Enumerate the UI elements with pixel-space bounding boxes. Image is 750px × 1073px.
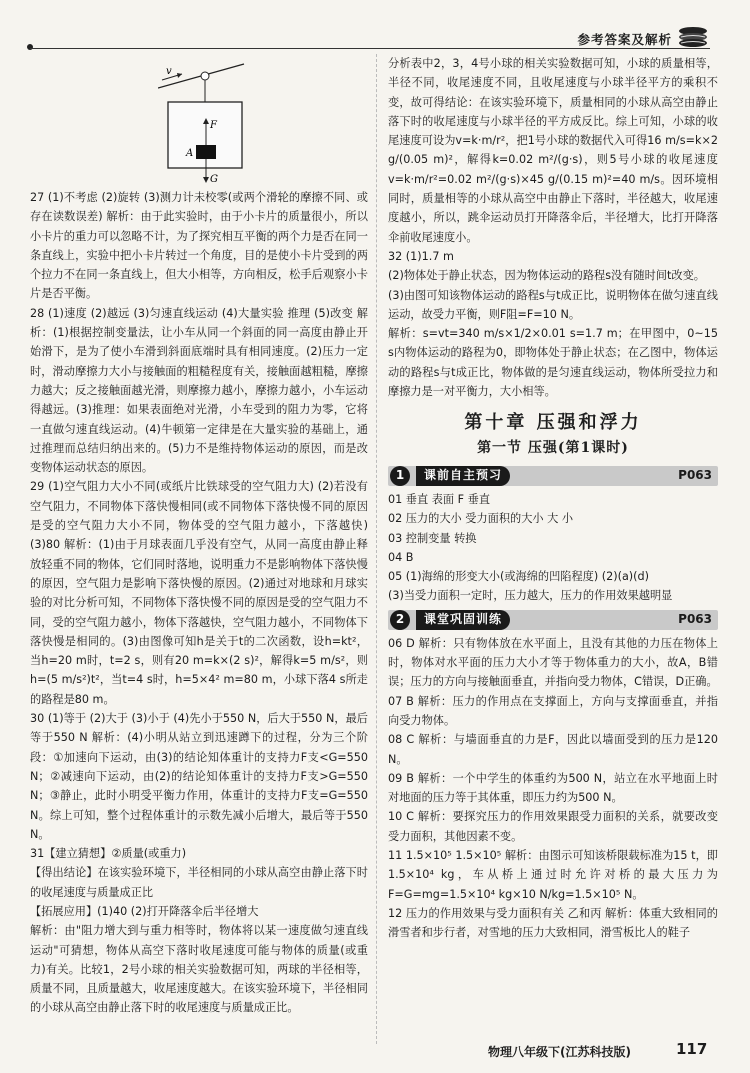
practice-answer: 06 D 解析：只有物体放在水平面上，且没有其他的力压在物体上时，物体对水平面的压力大小才等于物体重力的大小，故A，B错误；压力的方向与接触面垂直，并指向受力物体，C错误，D正确。 <box>388 636 718 689</box>
figure-g-label: G <box>210 174 218 185</box>
practice-answer: 12 压力的作用效果与受力面积有关 乙和丙 解析：体重大致相同的滑雪者和步行者，对雪地的压力大致相同，滑雪板比人的鞋子 <box>388 906 718 940</box>
right-column <box>388 54 722 942</box>
dot-bullet-icon <box>27 44 33 50</box>
answer-31-extension: 【拓展应用】(1)40 (2)打开降落伞后半径增大 <box>30 904 259 918</box>
answer-31-conclusion: 【得出结论】在该实验环境下，半径相同的小球从高空由静止落下时的收尾速度与质量成正比 <box>30 866 368 899</box>
answer-29: 29 (1)空气阻力大小不同(或纸片比铁球受的空气阻力大) (2)若没有空气阻力，不同物体下落快慢相同(或不同物体下落快慢不同的原因是受的空气阻力大小不同，物体受的空气阻力越小，下落越快) (3)80 解析：(1)由于月球表面几乎没有空气，从同一高度由静止释放轻重不同的物体，它们同时落地，说明重力不是影响物体下落快慢的原因，空气阻力是影响下落快慢的原因。(2)通过对地球和月球实验的对比分析可知，不同物体下落快慢不同的原因是受的空气阻力不同，受的空气阻力越小，物体下落越快，空气阻力越小，不同物体下落快慢是相同的。(3)由图像可知h是关于t的二次函数，设h=kt²，当h=20 m时，t=2 s，则有20 m=k×(2 s)²，解得k=5 m/s²，则h=(5 m/s²)t²，当t=4 s时，h=5×4² m=80 m，小球下落4 s所走的路程是80 m。 <box>30 480 372 706</box>
header-title: 参考答案及解析 <box>577 32 672 47</box>
preview-answer: (3)当受力面积一定时，压力越大，压力的作用效果越明显 <box>388 589 673 603</box>
bar-page-ref: P063 <box>678 612 712 627</box>
answer-32-2: (2)物体处于静止状态，因为物体运动的路程s没有随时间t改变。 <box>388 269 705 283</box>
footer-book-title: 物理八年级下(江苏科技版) <box>488 1045 631 1059</box>
bar-label: 课前自主预习 <box>416 466 510 486</box>
answer-31-continued: 分析表中2，3，4号小球的相关实验数据可知，小球的质量相等，半径不同，收尾速度不同，且收尾速度与小球半径平方的乘积不变，故可得结论：在该实验环境下，质量相同的小球从高空由静止落下时的收尾速度与小球半径的平方成反比。综上可知，小球的收尾速度可设为v=k·m/r²，把1号小球的数据代入可得16 m/s=k×2 g/(0.05 m)²，解得k=0.02 m²/(g·s)，则5号小球的收尾速度v=k·m/r²=0.02 m²/(g·s)×45 g/(0.15 m)²=40 m/s。因环境相同时，质量相等的小球从高空中由静止下落时，半径越大，收尾速度越小，所以，跳伞运动员打开降落伞后，半径增大，比打开降落伞前收尾速度小。 <box>388 57 722 244</box>
preview-answer: 05 (1)海绵的形变大小(或海绵的凹陷程度) (2)(a)(d) <box>388 570 650 584</box>
practice-answer: 07 B 解析：压力的作用点在支撑面上，方向与支撑面垂直，并指向受力物体。 <box>388 694 718 727</box>
practice-answer: 08 C 解析：与墙面垂直的力是F，因此以墙面受到的压力是120 N。 <box>388 733 722 766</box>
section-title: 第一节 压强(第1课时) <box>477 439 629 456</box>
chapter-title: 第十章 压强和浮力 <box>464 412 642 434</box>
practice-section-bar <box>388 610 718 630</box>
preview-answer: 02 压力的大小 受力面积的大小 大 小 <box>388 512 574 526</box>
figure-a-label: A <box>186 148 194 159</box>
practice-answer: 11 1.5×10⁵ 1.5×10⁵ 解析：由图示可知该桥限载标准为15 t，即1.5×10⁴ kg，车从桥上通过时允许对桥的最大压力为F=G=mg=1.5×10⁴ kg×10 N/kg=1.5×10⁵ N。 <box>388 848 718 901</box>
answer-32-3: (3)由图可知该物体运动的路程s与t成正比，说明物体在做匀速直线运动，故受力平衡，则F阻=F=10 N。 <box>388 288 718 321</box>
answer-28: 28 (1)速度 (2)越远 (3)匀速直线运动 (4)大量实验 推理 (5)改变 解析：(1)根据控制变量法，让小车从同一个斜面的同一高度由静止开始滑下，是为了使小车滑到斜面底端时具有相同速度。(2)压力一定时，滑动摩擦力大小与接触面的粗糙程度有关，接触面越粗糙，摩擦力越大；反之接触面越光滑，则摩擦力越小，摩擦力越小，小车运动得越远。(3)推理：如果表面绝对光滑，小车受到的阻力为零，它将一直做匀速直线运动。(4)牛顿第一定律是在大量实验的基础上，通过推理而总结归纳出来的。(5)力不是维持物体运动的原因，而是改变物体运动状态的原因。 <box>30 306 368 475</box>
column-divider <box>376 54 377 1044</box>
preview-answer: 03 控制变量 转换 <box>388 531 477 545</box>
answer-31-hypothesis: 31【建立猜想】②质量(或重力) <box>30 847 187 861</box>
bar-number: 1 <box>390 466 410 486</box>
book-stack-icon <box>678 26 708 48</box>
preview-answer: 04 B <box>388 550 414 564</box>
answer-31-analysis: 解析：由"阻力增大到与重力相等时，物体将以某一速度做匀速直线运动"可猜想，物体从高空下落时收尾速度可能与物体的质量(或重力)有关。比较1，2号小球的相关实验数据可知，两球的半径相等，质量不同，且质量越大，收尾速度越大。在该实验环境下，半径相同的小球从高空由静止落下时的收尾速度与质量成正比。 <box>30 924 368 1015</box>
preview-answer: 01 垂直 表面 F 垂直 <box>388 492 491 506</box>
preview-section-bar <box>388 466 718 486</box>
figure-f-label: F <box>210 120 217 131</box>
header-rule <box>30 48 710 49</box>
practice-answer: 10 C 解析：要探究压力的作用效果跟受力面积的关系，就要改变受力面积，其他因素不变。 <box>388 810 718 843</box>
bar-label: 课堂巩固训练 <box>416 610 510 630</box>
answer-32-analysis: 解析：s=vt=340 m/s×1/2×0.01 s=1.7 m；在甲图中，0~15 s内物体运动的路程为0，即物体处于静止状态；在乙图中，物体运动的路程s与t成正比，物体做的是匀速直线运动，物体所受拉力和摩擦力是一对平衡力，大小相等。 <box>388 327 722 399</box>
figure-v-label: v <box>166 66 172 77</box>
page-number: 117 <box>676 1040 708 1058</box>
left-column <box>30 54 372 1018</box>
pulley-box-figure <box>158 60 278 188</box>
answer-27: 27 (1)不考虑 (2)旋转 (3)测力计未校零(或两个滑轮的摩擦不同、或存在读数误差) 解析：由于此实验时，由于小卡片的质量很小，所以小卡片的重力可以忽略不计，为了探究相互平衡的两个力是否在同一条直线上，实验中把小卡片转过一个角度，目的是使小卡片受到的两个拉力不在同一条直线上，但大小相等，方向相反，松手后观察小卡片是否平衡。 <box>30 191 368 301</box>
answer-32-1: 32 (1)1.7 m <box>388 249 454 263</box>
answer-30: 30 (1)等于 (2)大于 (3)小于 (4)先小于550 N，后大于550 N，最后等于550 N 解析：(4)小明从站立到迅速蹲下的过程，分为三个阶段：①加速向下运动，由(3)的结论知体重计的支持力F支<G=550 N；②减速向下运动，由(2)的结论知体重计的支持力F支>G=550 N；③静止，此时小明受平衡力作用，体重计的支持力F支=G=550 N。综上可知，整个过程体重计的示数先减小后增大，最后等于550 N。 <box>30 712 372 841</box>
bar-page-ref: P063 <box>678 468 712 483</box>
bar-number: 2 <box>390 610 410 630</box>
practice-answer: 09 B 解析：一个中学生的体重约为500 N，站立在水平地面上时对地面的压力等于其体重，即压力约为500 N。 <box>388 771 718 805</box>
